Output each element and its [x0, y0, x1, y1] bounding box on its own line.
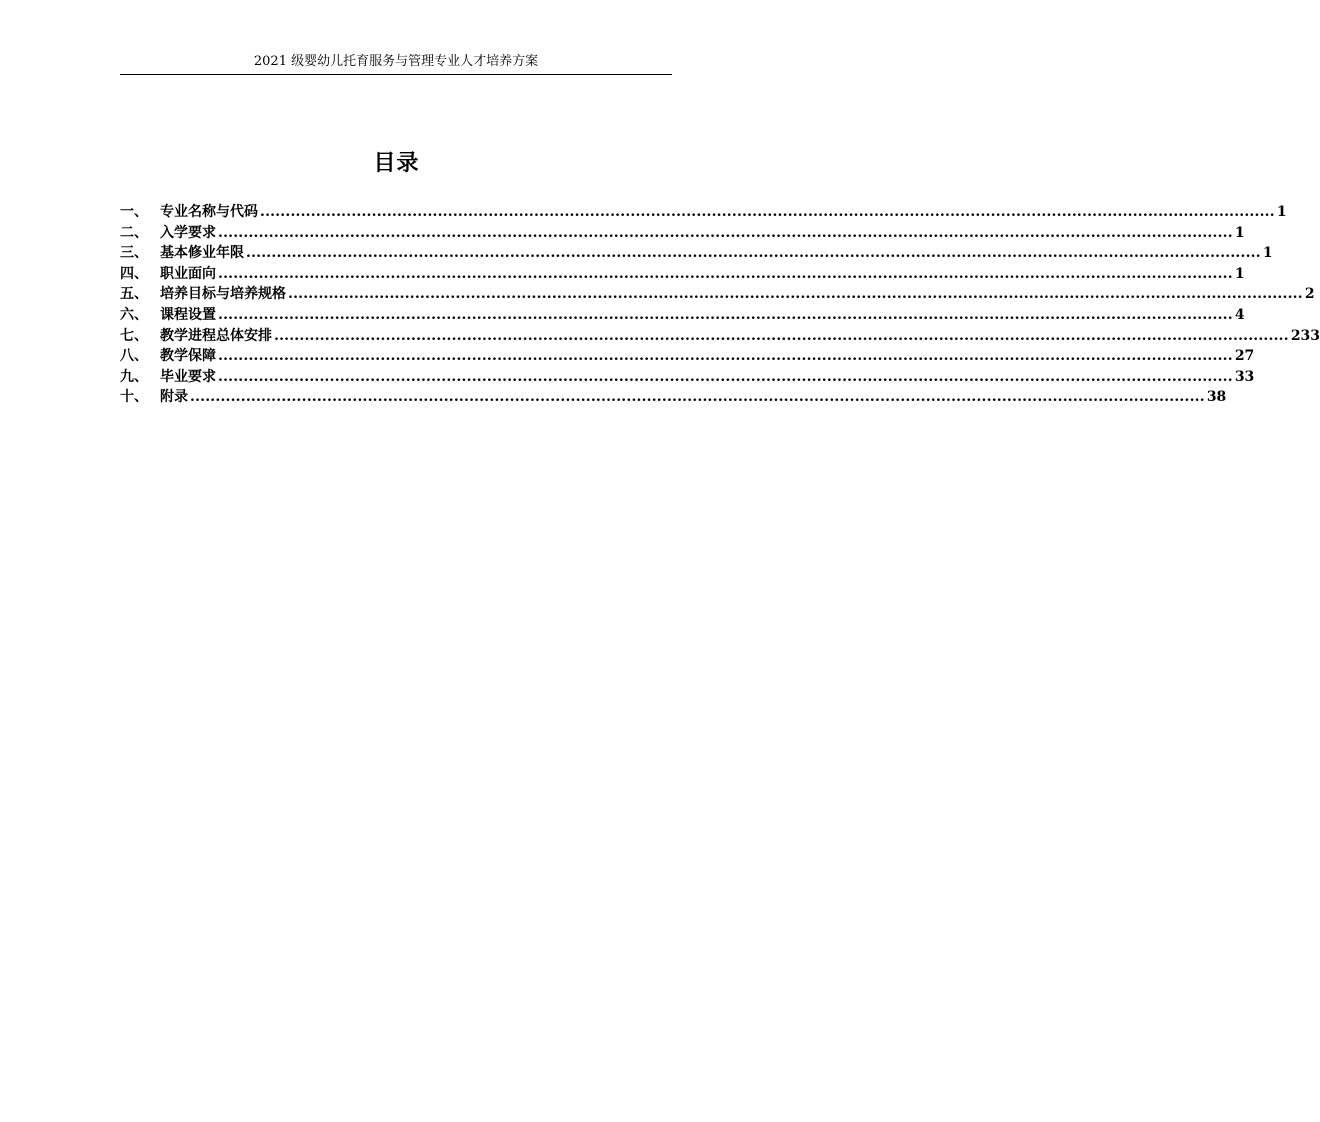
toc-item-label: 基本修业年限 [160, 245, 244, 262]
toc-item-label: 课程设置 [160, 306, 216, 323]
toc-item-page: 4 [1234, 306, 1245, 323]
toc-item-label: 教学进程总体安排 [160, 327, 272, 344]
toc-title: 目录 [373, 150, 420, 176]
toc-item-5[interactable] [120, 284, 1315, 305]
toc-item-page: 27 [1234, 348, 1255, 365]
toc-item-page: 1 [1262, 245, 1273, 262]
toc-item-10[interactable] [120, 387, 1227, 408]
toc-item-number: 十、 [120, 389, 148, 406]
header-title: 2021 级婴幼儿托育服务与管理专业人才培养方案 [253, 54, 539, 69]
toc-item-number: 九、 [120, 368, 148, 385]
toc-item-number: 八、 [120, 348, 148, 365]
toc-leader-dots: ........................................................................................................................................................................................................ [260, 204, 1275, 220]
toc-item-number: 一、 [120, 204, 148, 220]
toc-leader-dots: ........................................................................................................................................................................................................ [218, 265, 1233, 282]
toc-item-label: 附录 [160, 389, 188, 406]
toc-item-label: 职业面向 [160, 265, 216, 282]
toc-item-number: 四、 [120, 265, 148, 282]
toc-item-number: 七、 [120, 327, 148, 344]
toc-item-page: 1 [1276, 204, 1287, 220]
toc-leader-dots: ........................................................................................................................................................................................................ [218, 306, 1233, 323]
toc-item-number: 二、 [120, 224, 148, 241]
toc-leader-dots: ........................................................................................................................................................................................................ [190, 389, 1205, 406]
toc-item-6[interactable] [120, 305, 1245, 326]
toc-leader-dots: ........................................................................................................................................................................................................ [274, 327, 1289, 344]
toc-leader-dots: ........................................................................................................................................................................................................ [218, 224, 1233, 241]
toc-item-page: 2 [1304, 286, 1315, 303]
toc-item-page: 1 [1234, 224, 1245, 241]
toc-item-2[interactable] [120, 223, 1245, 244]
toc-item-1[interactable] [120, 202, 1287, 223]
toc-leader-dots: ........................................................................................................................................................................................................ [218, 368, 1233, 385]
toc-item-page: 1 [1234, 265, 1245, 282]
toc-item-7[interactable] [120, 326, 1320, 347]
toc-item-number: 五、 [120, 286, 148, 303]
toc-item-label: 入学要求 [160, 224, 216, 241]
running-header [120, 52, 672, 75]
toc-item-label: 毕业要求 [160, 368, 216, 385]
toc-item-4[interactable] [120, 264, 1245, 285]
toc-item-8[interactable] [120, 346, 1255, 367]
toc-leader-dots: ........................................................................................................................................................................................................ [288, 286, 1303, 303]
toc-leader-dots: ........................................................................................................................................................................................................ [218, 348, 1233, 365]
toc-item-label: 培养目标与培养规格 [160, 286, 286, 303]
toc-item-9[interactable] [120, 367, 1255, 388]
toc-item-page: 33 [1234, 368, 1255, 385]
toc-item-page: 233 [1290, 327, 1320, 344]
toc-item-number: 六、 [120, 306, 148, 323]
toc-item-label: 教学保障 [160, 348, 216, 365]
toc-item-label: 专业名称与代码 [160, 204, 258, 220]
toc-item-page: 38 [1206, 389, 1227, 406]
toc-item-3[interactable] [120, 243, 1273, 264]
toc-item-number: 三、 [120, 245, 148, 262]
toc-leader-dots: ........................................................................................................................................................................................................ [246, 245, 1261, 262]
table-of-contents [120, 202, 1320, 408]
